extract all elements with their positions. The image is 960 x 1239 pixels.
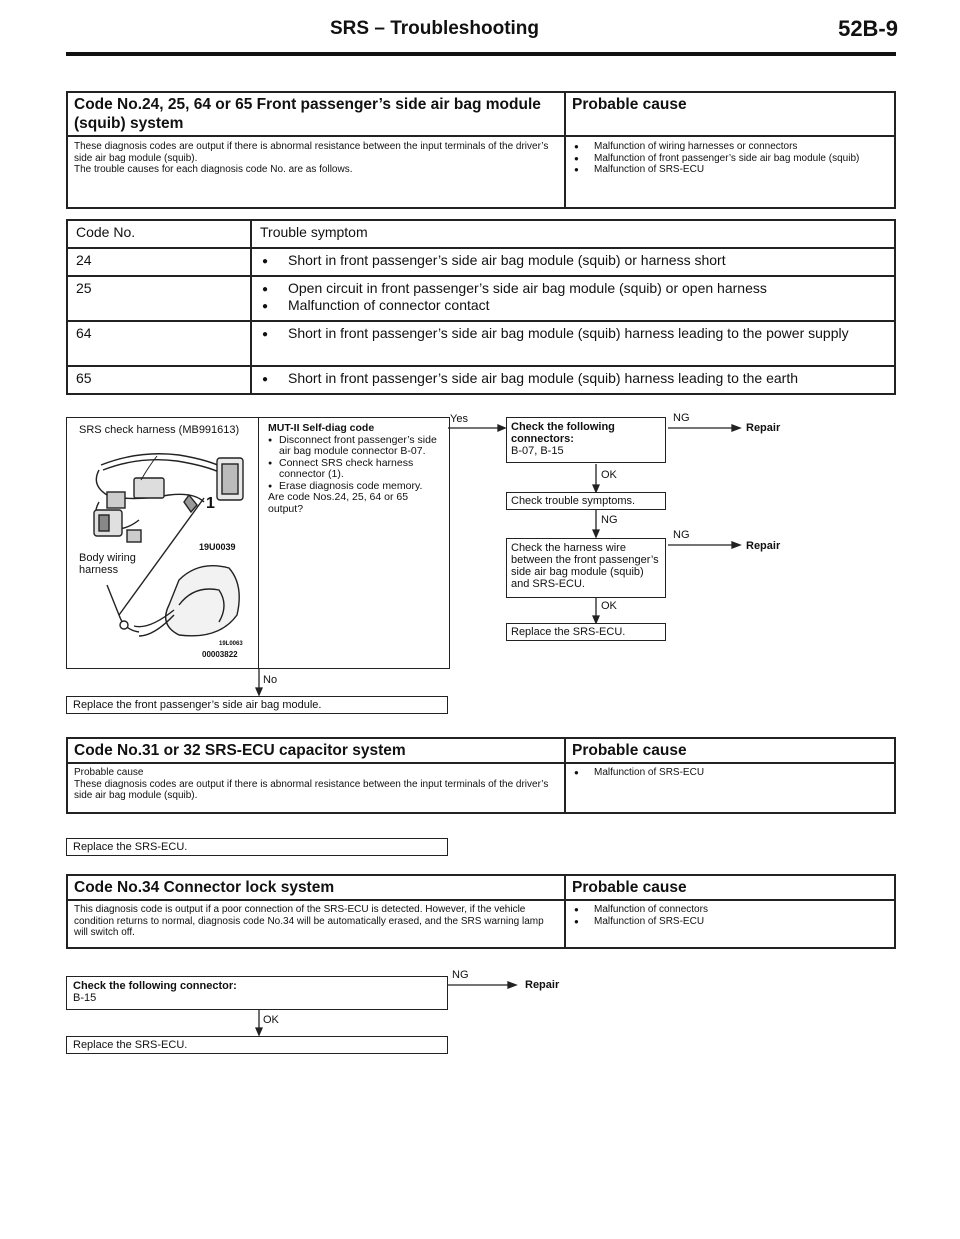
mut-step: ● Disconnect front passenger’s side air bag module connector B-07. [268, 435, 444, 458]
cause-item: ● Malfunction of SRS-ECU [572, 916, 888, 928]
harness-label: SRS check harness (MB991613) [79, 424, 240, 436]
cause-item: ● Malfunction of front passenger’s side air bag module (squib) [572, 153, 888, 165]
body-wiring-label: Body wiring harness [79, 552, 136, 576]
section2-description-line: Probable cause [74, 767, 144, 778]
codes-col-symptom: Trouble symptom [251, 220, 895, 248]
ng-label: NG [452, 969, 469, 981]
section2-cause-heading: Probable cause [565, 738, 895, 763]
section3-heading: Code No.34 Connector lock system [67, 875, 565, 900]
section1-description-line: The trouble causes for each diagnosis code No. are as follows. [74, 164, 353, 175]
cause-item: ● Malfunction of SRS-ECU [572, 164, 888, 176]
section3-check-item: B-15 [73, 992, 97, 1004]
repair-label: Repair [525, 979, 560, 991]
symptom-item: ● Malfunction of connector contact [260, 297, 886, 314]
section2-table [66, 737, 896, 814]
code-cell: 65 [67, 366, 251, 394]
mut-step: ● Connect SRS check harness connector (1). [268, 458, 444, 481]
ok-label: OK [601, 600, 617, 612]
section2-action-box: Replace the SRS-ECU. [66, 838, 448, 856]
mut-step: ● Erase diagnosis code memory. [268, 481, 444, 493]
ok-label: OK [601, 469, 617, 481]
ng-label: NG [673, 529, 690, 541]
figure-code: 19U0039 [199, 542, 236, 552]
section2-description-line: These diagnosis codes are output if there is abnormal resistance between the input terminals of the driver’s side air bag module (squib). [74, 778, 549, 801]
section1-heading: Code No.24, 25, 64 or 65 Front passenger’s side air bag module (squib) system [67, 92, 565, 136]
section2-heading: Code No.31 or 32 SRS-ECU capacitor system [67, 738, 565, 763]
section1-description-line: These diagnosis codes are output if there is abnormal resistance between the input terminals of the driver’s side air bag module (squib). [74, 141, 549, 164]
page-number: 52B-9 [838, 16, 898, 41]
check-harness-box: Check the harness wire between the front passenger’s side air bag module (squib) and SRS-ECU. [506, 538, 666, 598]
mut-question: Are code Nos.24, 25, 64 or 65 output? [268, 491, 409, 515]
symptom-item: ● Short in front passenger’s side air bag module (squib) harness leading to the power supply [260, 325, 886, 342]
section3-check-box [66, 976, 448, 1010]
repair-label: Repair [746, 540, 781, 552]
replace-module-box: Replace the front passenger’s side air bag module. [66, 696, 448, 714]
ng-label: NG [601, 514, 618, 526]
ng-label: NG [673, 412, 690, 424]
replace-ecu-box: Replace the SRS-ECU. [506, 623, 666, 641]
section3-table [66, 874, 896, 949]
ok-label: OK [263, 1014, 279, 1026]
section3-check-title: Check the following connector: [73, 980, 237, 992]
check-connectors-items: B-07, B-15 [511, 445, 564, 457]
cause-item: ● Malfunction of SRS-ECU [572, 767, 888, 779]
check-connectors-title: Check the following connectors: [511, 421, 615, 445]
section3-causes [565, 900, 895, 948]
code-cell: 64 [67, 321, 251, 366]
cause-item: ● Malfunction of wiring harnesses or connectors [572, 141, 888, 153]
code-cell: 25 [67, 276, 251, 321]
page-title: SRS – Troubleshooting [330, 18, 540, 39]
mut-title: MUT-II Self-diag code [268, 422, 375, 434]
figure-code-small: 00003822 [202, 650, 238, 659]
check-connectors-box [506, 417, 666, 463]
code-cell: 24 [67, 248, 251, 276]
section1-cause-heading: Probable cause [565, 92, 895, 136]
cause-item: ● Malfunction of connectors [572, 904, 888, 916]
section3-replace-box: Replace the SRS-ECU. [66, 1036, 448, 1054]
symptom-item: ● Short in front passenger’s side air bag module (squib) or harness short [260, 252, 886, 269]
repair-label: Repair [746, 422, 781, 434]
yes-label: Yes [450, 413, 468, 425]
section3-description: This diagnosis code is output if a poor connection of the SRS-ECU is detected. However, if the vehicle condition returns to normal, diagnosis code No.34 will be automatically erased, and the SRS warning lamp will switch off. [67, 900, 565, 948]
section2-description [67, 763, 565, 813]
section2-causes [565, 763, 895, 813]
symptom-item: ● Short in front passenger’s side air bag module (squib) harness leading to the earth [260, 370, 886, 387]
codes-col-code: Code No. [67, 220, 251, 248]
no-label: No [263, 674, 278, 686]
figure-code-small: 19L0063 [219, 641, 243, 647]
section3-cause-heading: Probable cause [565, 875, 895, 900]
connector-number: 1 [206, 495, 215, 512]
symptom-item: ● Open circuit in front passenger’s side air bag module (squib) or open harness [260, 280, 886, 297]
check-symptoms-box: Check trouble symptoms. [506, 492, 666, 510]
